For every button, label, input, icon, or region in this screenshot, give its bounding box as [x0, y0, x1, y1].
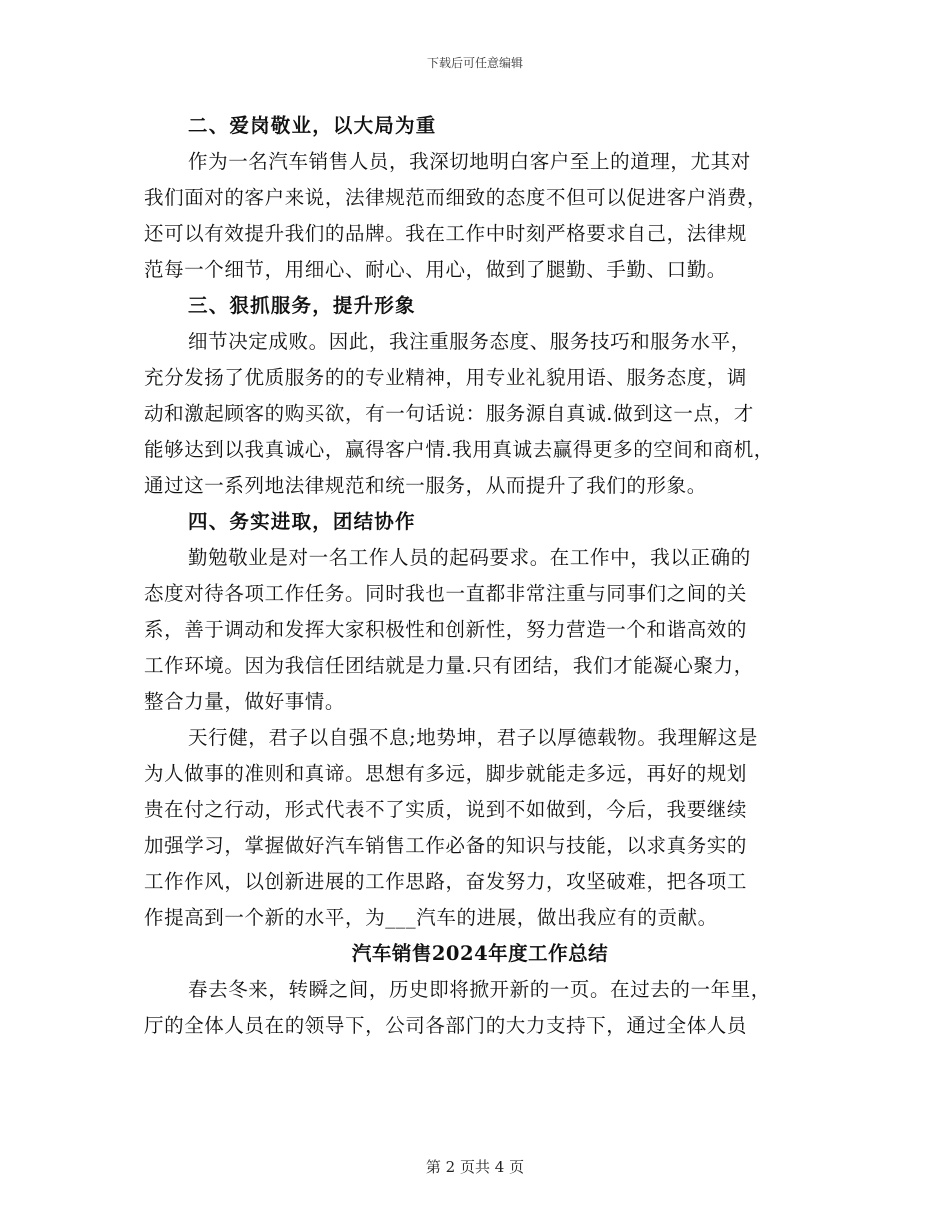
article-title: 汽车销售2024年度工作总结: [351, 942, 609, 965]
paragraph-line: 厅的全体人员在的领导下，公司各部门的大力支持下，通过全体人员: [144, 1014, 748, 1037]
paragraph-line: 加强学习，掌握做好汽车销售工作必备的知识与技能，以求真务实的: [144, 834, 748, 857]
page-header-note: 下载后可任意编辑: [426, 56, 523, 70]
paragraph-line: 系，善于调动和发挥大家积极性和创新性，努力营造一个和谐高效的: [144, 618, 748, 641]
paragraph-line: 作提高到一个新的水平，为___汽车的进展，做出我应有的贡献。: [144, 906, 718, 929]
paragraph-line: 动和激起顾客的购买欲，有一句话说：服务源自真诚.做到这一点，才: [144, 402, 754, 425]
paragraph-line: 能够达到以我真诚心，赢得客户情.我用真诚去赢得更多的空间和商机，: [144, 438, 774, 461]
paragraph-first-line: 细节决定成败。因此，我注重服务态度、服务技巧和服务水平，: [188, 330, 751, 353]
paragraph-first-line: 天行健，君子以自强不息;地势坤，君子以厚德载物。我理解这是: [188, 726, 758, 749]
document-body: [144, 108, 816, 1044]
paragraph-line: 贵在付之行动，形式代表不了实质，说到不如做到，今后，我要继续: [144, 798, 748, 821]
section-heading: 三、狠抓服务，提升形象: [188, 294, 416, 317]
section-heading: 四、务实进取，团结协作: [188, 510, 416, 533]
paragraph-line: 工作环境。因为我信任团结就是力量.只有团结，我们才能凝心聚力，: [144, 654, 754, 677]
section-heading: 二、爱岗敬业，以大局为重: [188, 114, 437, 137]
paragraph-first-line: 勤勉敬业是对一名工作人员的起码要求。在工作中，我以正确的: [188, 546, 751, 569]
page-number: 第 2 页共 4 页: [425, 1158, 525, 1176]
paragraph-line: 为人做事的准则和真谛。思想有多远，脚步就能走多远，再好的规划: [144, 762, 748, 785]
paragraph-line: 通过这一系列地法律规范和统一服务，从而提升了我们的形象。: [144, 474, 707, 497]
paragraph-line: 还可以有效提升我们的品牌。我在工作中时刻严格要求自己，法律规: [144, 222, 748, 245]
paragraph-first-line: 春去冬来，转瞬之间，历史即将掀开新的一页。在过去的一年里，: [188, 978, 771, 1001]
paragraph-line: 态度对待各项工作任务。同时我也一直都非常注重与同事们之间的关: [144, 582, 748, 605]
paragraph-line: 整合力量，做好事情。: [144, 690, 346, 713]
paragraph-line: 工作作风，以创新进展的工作思路，奋发努力，攻坚破难，把各项工: [144, 870, 748, 893]
paragraph-line: 范每一个细节，用细心、耐心、用心，做到了腿勤、手勤、口勤。: [144, 258, 727, 281]
paragraph-first-line: 作为一名汽车销售人员，我深切地明白客户至上的道理，尤其对: [188, 150, 751, 173]
paragraph-line: 充分发扬了优质服务的的专业精神，用专业礼貌用语、服务态度，调: [144, 366, 748, 389]
paragraph-line: 我们面对的客户来说，法律规范而细致的态度不但可以促进客户消费，: [144, 186, 768, 209]
